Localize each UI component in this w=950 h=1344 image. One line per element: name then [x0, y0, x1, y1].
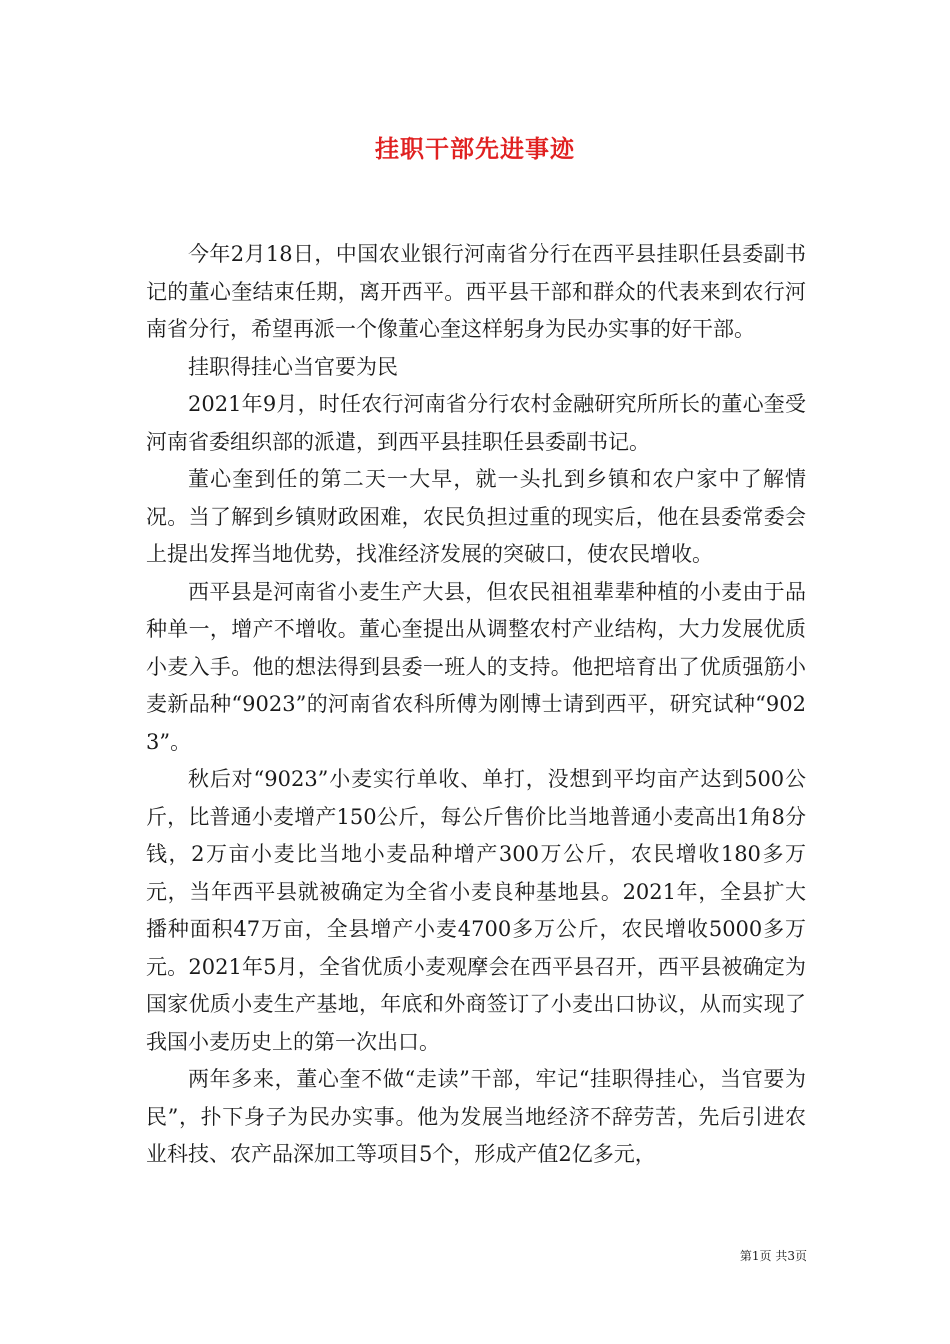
paragraph-intro: 今年2月18日，中国农业银行河南省分行在西平县挂职任县委副书记的董心奎结束任期，离开西平。西平县干部和群众的代表来到农行河南省分行，希望再派一个像董心奎这样躬身为民办实事的好干部。	[146, 242, 806, 341]
paragraph-harvest-results: 秋后对“9023”小麦实行单收、单打，没想到平均亩产达到500公斤，比普通小麦增产150公斤，每公斤售价比当地普通小麦高出1角8分钱，2万亩小麦比当地小麦品种增产300万公斤，农民增收180多万元，当年西平县就被确定为全省小麦良种基地县。2021年，全县扩大播种面积47万亩，全县增产小麦4700多万公斤，农民增收5000多万元。2021年5月，全省优质小麦观摩会在西平县召开，西平县被确定为国家优质小麦生产基地，年底和外商签订了小麦出口协议，从而实现了我国小麦历史上的第一次出口。	[146, 767, 806, 1054]
page-number-footer: 第1页 共3页	[739, 1249, 807, 1263]
document-body	[146, 236, 806, 1174]
document-title: 挂职干部先进事迹	[375, 134, 575, 163]
paragraph-two-years: 两年多来，董心奎不做“走读”干部，牢记“挂职得挂心，当官要为民”，扑下身子为民办实事。他为发展当地经济不辞劳苦，先后引进农业科技、农产品深加工等项目5个，形成产值2亿多元，	[146, 1067, 806, 1166]
paragraph-appointment: 2021年9月，时任农行河南省分行农村金融研究所所长的董心奎受河南省委组织部的派遣，到西平县挂职任县委副书记。	[146, 392, 806, 454]
paragraph-investigation: 董心奎到任的第二天一大早，就一头扎到乡镇和农户家中了解情况。当了解到乡镇财政困难，农民负担过重的现实后，他在县委常委会上提出发挥当地优势，找准经济发展的突破口，使农民增收。	[146, 467, 806, 566]
section-heading: 挂职得挂心当官要为民	[188, 354, 398, 379]
paragraph-wheat-plan: 西平县是河南省小麦生产大县，但农民祖祖辈辈种植的小麦由于品种单一，增产不增收。董心奎提出从调整农村产业结构，大力发展优质小麦入手。他的想法得到县委一班人的支持。他把培育出了优质强筋小麦新品种“9023”的河南省农科所傅为刚博士请到西平，研究试种“9023”。	[146, 579, 806, 754]
